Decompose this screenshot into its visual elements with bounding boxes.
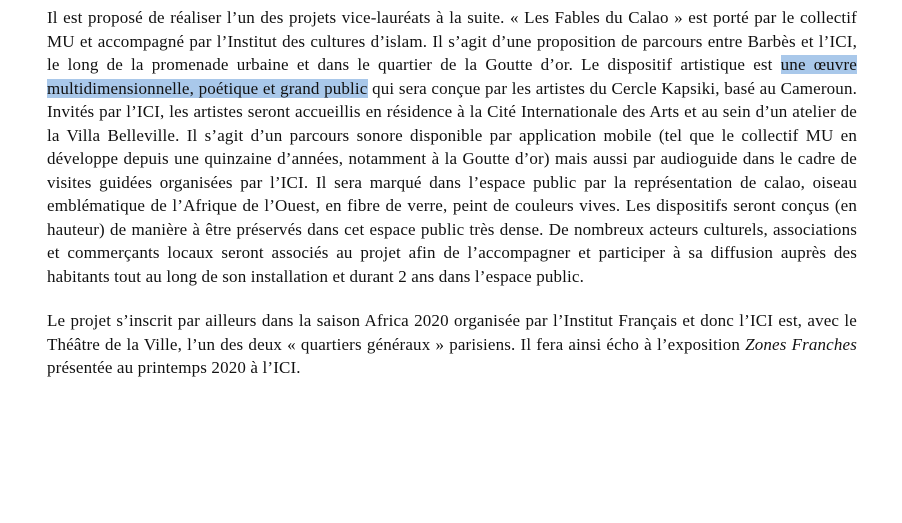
exhibition-title[interactable]: Zones Franches [745, 334, 857, 354]
document-page [47, 6, 857, 380]
paragraph-2-text-end[interactable]: présentée au printemps 2020 à l’ICI. [47, 358, 301, 377]
text-selection-highlight[interactable]: une œuvre multidimensionnelle, poétique et grand public [47, 55, 857, 98]
paragraph-africa-2020[interactable] [47, 309, 857, 380]
paragraph-1-text-start[interactable]: Il est proposé de réaliser l’un des projets vice-lauréats à la suite. « Les Fables du Calao » est porté par le collectif MU et accompagné par l’Institut des cultures d’islam. Il s’agit d’une proposition de parcours entre Barbès et l’ICI, le long de la promenade urbaine et dans le quartier de la Goutte d’or. Le dispositif artistique est [47, 8, 857, 74]
paragraph-1-text-end[interactable]: qui sera conçue par les artistes du Cercle Kapsiki, basé au Cameroun. Invités par l’ICI, les artistes seront accueillis en résidence à la Cité Internationale des Arts et au sein d’un atelier de la Villa Belleville. Il s’agit d’un parcours sonore disponible par application mobile (tel que le collectif MU en développe depuis une quinzaine d’années, notamment à la Goutte d’or) mais aussi par audioguide dans le cadre de visites guidées organisées par l’ICI. Il sera marqué dans l’espace public par la représentation de calao, oiseau emblématique de l’Afrique de l’Ouest, en fibre de verre, peint de couleurs vives. Les dispositifs seront conçus (en hauteur) de manière à être préservés dans cet espace public très dense. De nombreux acteurs culturels, associations et commerçants locaux seront associés au projet afin de l’accompagner et participer à sa diffusion auprès des habitants tout au long de son installation et durant 2 ans dans l’espace public. [47, 78, 858, 286]
paragraph-2-text-start[interactable]: Le projet s’inscrit par ailleurs dans la saison Africa 2020 organisée par l’Institut Français et donc l’ICI est, avec le Théâtre de la Ville, l’un des deux « quartiers généraux » parisiens. Il fera ainsi écho à l’exposition [47, 311, 857, 354]
paragraph-project-description[interactable] [47, 6, 857, 288]
